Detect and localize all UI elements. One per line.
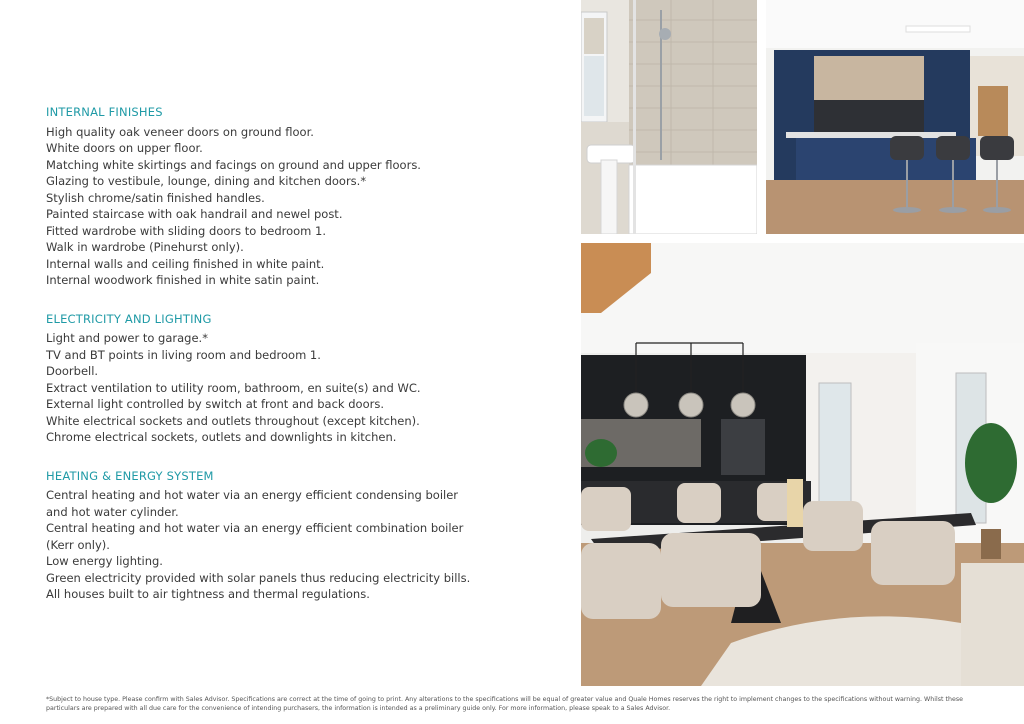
kitchen-photo (766, 0, 1024, 234)
dining-room-photo (581, 243, 1024, 686)
spec-item: External light controlled by switch at front and back doors. (46, 397, 384, 411)
spec-item: Green electricity provided with solar panels thus reducing electricity bills. (46, 570, 471, 585)
bathroom-photo (581, 0, 757, 234)
section-electricity-lighting (46, 311, 566, 446)
spec-item: (Kerr only). (46, 537, 110, 552)
spec-item: Walk in wardrobe (Pinehurst only). (46, 240, 244, 254)
disclaimer-footnote: *Subject to house type. Please confirm with Sales Advisor. Specifications are correct at the time of going to print. Any alterations to the specifications will be equal of greater value and Quale Homes reserves the right to implement changes to the specifications without warning. Whilst these particulars are prepared with all due care for the convenience of intending purchasers, the information is intended as a preliminary guide only. For more information, please speak to a Sales Advisor. (46, 696, 963, 712)
spec-item: Central heating and hot water via an energy efficient condensing boiler (46, 488, 459, 502)
spec-item: Matching white skirtings and facings on ground and upper floors. (46, 157, 421, 172)
section-heading: ELECTRICITY AND LIGHTING (46, 311, 212, 326)
spec-item: Painted staircase with oak handrail and newel post. (46, 207, 343, 221)
spec-item: Glazing to vestibule, lounge, dining and kitchen doors.* (46, 174, 367, 188)
spec-item: TV and BT points in living room and bedroom 1. (46, 347, 321, 362)
section-heading: INTERNAL FINISHES (46, 105, 163, 119)
specification-list (46, 104, 566, 625)
section-heading: HEATING & ENERGY SYSTEM (46, 468, 214, 483)
spec-item: Internal walls and ceiling finished in white paint. (46, 256, 325, 271)
spec-item: Doorbell. (46, 364, 99, 378)
spec-item: Internal woodwork finished in white satin paint. (46, 273, 320, 287)
spec-item: High quality oak veneer doors on ground floor. (46, 124, 314, 139)
spec-item: and hot water cylinder. (46, 504, 179, 519)
spec-item: Light and power to garage.* (46, 331, 208, 345)
spec-item: Stylish chrome/satin finished handles. (46, 190, 265, 205)
spec-item: All houses built to air tightness and thermal regulations. (46, 587, 370, 601)
spec-item: Extract ventilation to utility room, bathroom, en suite(s) and WC. (46, 380, 421, 395)
spec-item: Chrome electrical sockets, outlets and downlights in kitchen. (46, 430, 397, 444)
spec-item: White doors on upper floor. (46, 141, 203, 155)
spec-item: Central heating and hot water via an energy efficient combination boiler (46, 521, 464, 535)
section-internal-finishes (46, 104, 566, 289)
spec-item: White electrical sockets and outlets throughout (except kitchen). (46, 413, 420, 428)
spec-item: Fitted wardrobe with sliding doors to bedroom 1. (46, 223, 327, 238)
spec-item: Low energy lighting. (46, 554, 163, 568)
section-heating-energy (46, 468, 566, 603)
